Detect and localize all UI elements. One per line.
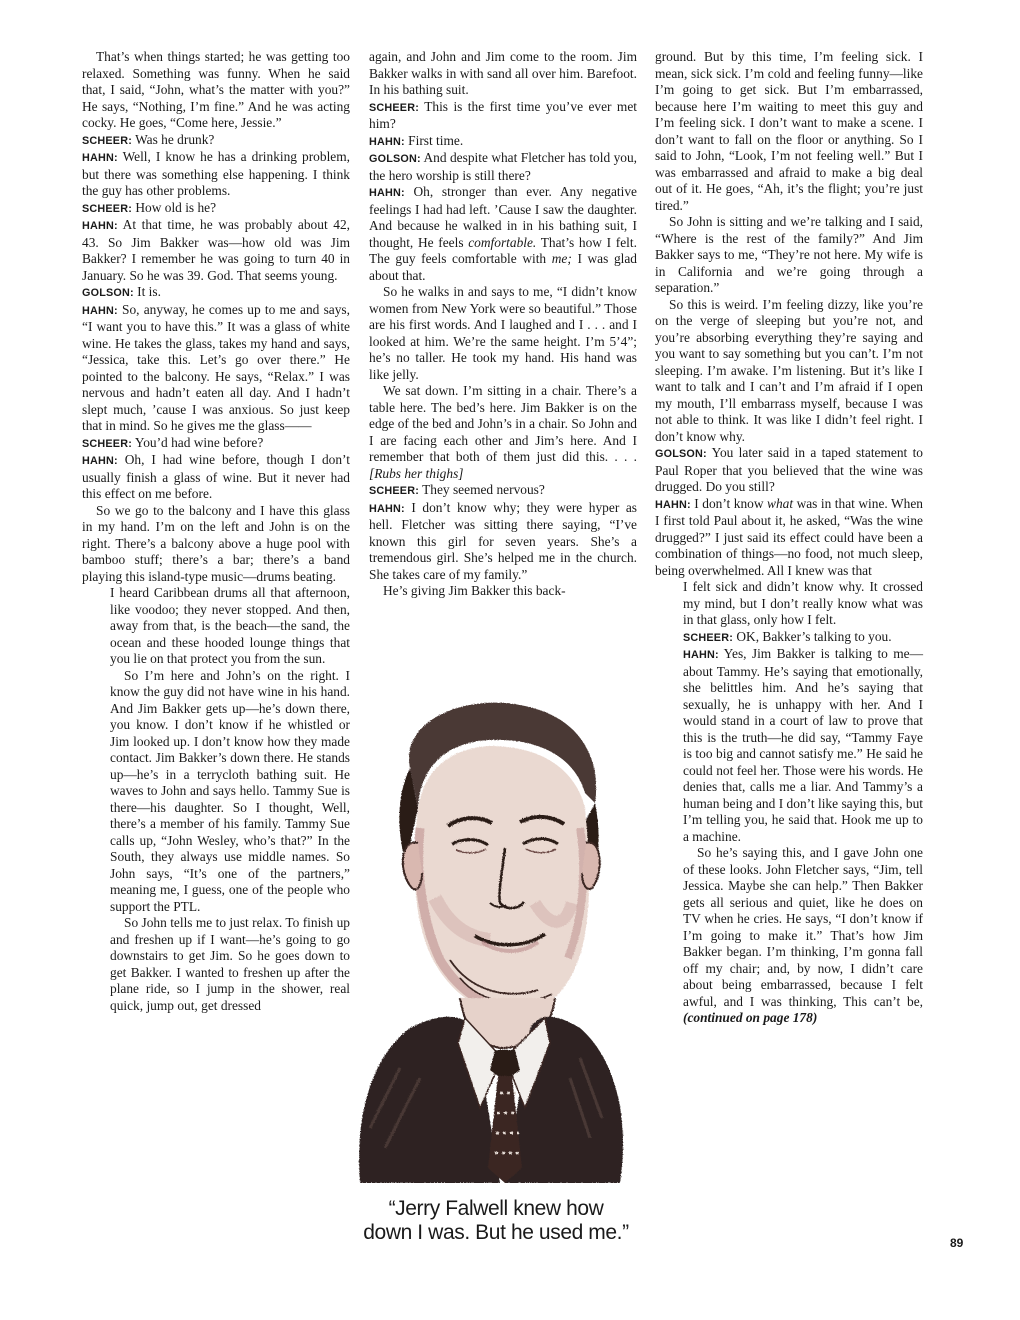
paragraph	[369, 133, 637, 151]
paragraph-text: So, anyway, he comes up to me and says, “I want you to have this.” It was a glass of white wine. He takes the glass, takes my hand and says, “Jessica, take this. Let’s go over there.” He pointed to the balcony. He says, “Relax.” I was nervous and hadn’t eaten all day. And I hadn’t slept much, ’cause I was anxious. So just keep that in mind. So he gives me the glass——	[82, 301, 350, 433]
speaker-label: SCHEER:	[82, 437, 132, 450]
paragraph	[82, 284, 350, 302]
paragraph	[655, 496, 923, 580]
paragraph-text: Well, I know he has a drinking problem, but there was something else happening. I think the guy has other problems.	[82, 149, 350, 198]
speaker-label: HAHN:	[82, 152, 118, 164]
paragraph-text: I don’t know	[694, 495, 764, 511]
paragraph-text: So I’m here and John’s on the right. I know the guy did not have wine in his hand. And Jim Bakker gets up—he’s down there, you know. I don’t know if he whistled or Jim looked up. I don’t know how they made contact. Jim Bakker’s down there. He stands up—he’s in a terrycloth bathing suit. He waves to John and says hello. Tammy Sue is there—his daughter. So I thought, Well, there’s a member of his family. Tammy Sue calls up, “John Wesley, who’s that?” In the South, they always use middle names. So John says, “It’s one of the partners,” meaning me, I guess, one of the people who support the PTL.	[110, 667, 350, 914]
paragraph	[369, 49, 637, 99]
continuation-note: (continued on page 178)	[683, 1010, 818, 1025]
speaker-label: SCHEER:	[369, 485, 419, 497]
paragraph-text: I don’t know why; they were hyper as hell. Fletcher was sitting there saying, “I’ve known this girl for seven years. She’s a tremendous girl. She’s helped me in the church. She takes care of my family.”	[369, 499, 637, 582]
emphasis-text: what	[767, 495, 794, 511]
paragraph-text: We sat down. I’m sitting in a chair. There’s a table here. The bed’s here. Jim Bakker is on the edge of the bed and John’s in a chair. So John and I are facing each other and Jim’s here. And I remember that both of them just did this. . . .	[369, 383, 637, 464]
paragraph-text: And despite what Fletcher has told you, the hero worship is still there?	[369, 150, 638, 183]
article-column-2	[369, 49, 637, 600]
paragraph	[655, 445, 923, 496]
pull-quote-line-2: down I was. But he used me.”	[363, 1221, 629, 1244]
paragraph	[655, 297, 923, 446]
speaker-label: SCHEER:	[82, 202, 132, 215]
paragraph	[369, 500, 637, 584]
pull-quote	[340, 1197, 652, 1245]
speaker-label: HAHN:	[369, 187, 405, 199]
pull-quote-line-1: “Jerry Falwell knew how	[388, 1197, 604, 1220]
paragraph-text: You later said in a taped statement to Paul Roper that you believed that the wine was drugged. Do you still?	[655, 445, 923, 494]
paragraph	[683, 579, 923, 629]
paragraph-text: At that time, he was probably about 42, 43. So Jim Bakker was—how old was Jim Bakker? I remember he was going to turn 40 in January. So he was 39. God. That seems young.	[82, 217, 350, 283]
paragraph-text: Oh, I had wine before, though I don’t usually finish a glass of wine. But it never had this effect on me before.	[82, 452, 350, 501]
paragraph	[82, 503, 350, 586]
paragraph	[369, 184, 637, 284]
speaker-label: GOLSON:	[369, 153, 421, 165]
paragraph	[110, 585, 350, 668]
paragraph-text: So John is sitting and we’re talking and I said, “Where is the rest of the family?” And Jim Bakker says to me, “They’re not here. My wife is in California and we’re going through a separation.”	[655, 214, 923, 295]
article-column-1	[82, 49, 350, 1014]
paragraph	[369, 583, 637, 600]
portrait-illustration	[340, 698, 640, 1183]
paragraph	[82, 435, 350, 453]
paragraph	[82, 49, 350, 132]
paragraph-text: That’s how I felt. The guy feels comfortable with	[369, 234, 637, 266]
paragraph	[369, 284, 637, 383]
speaker-label: GOLSON:	[655, 448, 707, 460]
paragraph-text: First time.	[408, 132, 464, 148]
paragraph-text: ground. But by this time, I’m feeling sick. I mean, sick sick. I’m cold and feeling funny—like I’m going to get sick. But I’m embarrassed, because here I’m waiting to meet this guy and I’m feeling sick. I don’t want to make a scene. I don’t want to fall on the floor or anything. So I said to John, “Look, I’m not feeling well.” But I was embarrassed and afraid to make a big deal out of it. He goes, “Ah, it’s the flight; you’re just tired.”	[655, 49, 923, 213]
article-column-3	[655, 49, 923, 1027]
paragraph-text: So he walks in and says to me, “I didn’t know women from New York were so beautiful.” Those are his first words. And I laughed and I . . . and I looked at him. We’re the same height. I’m 5’4”; he’s no taller. He took my hand. His hand was like jelly.	[369, 284, 637, 382]
paragraph	[82, 132, 350, 150]
paragraph-text: It is.	[137, 284, 161, 299]
paragraph-text: Oh, stronger than ever. Any negative feelings I had had left. ’Cause I saw the daughter. And because he walked in in his bathing suit, I thought, He feels	[369, 184, 637, 250]
paragraph-text: This is the first time you’ve ever met him?	[369, 98, 637, 131]
paragraph	[683, 646, 923, 845]
paragraph-text: was in that wine. When I first told Paul about it, he asked, “Was the wine drugged?” I just said its effect could have been a combination of things—no food, not much sleep, being overwhelmed. All I knew was that	[655, 495, 923, 578]
speaker-label: HAHN:	[82, 455, 118, 467]
paragraph-text: How old is he?	[135, 199, 217, 215]
paragraph	[82, 149, 350, 200]
speaker-label: HAHN:	[82, 220, 118, 232]
speaker-label: HAHN:	[82, 304, 118, 317]
paragraph	[369, 150, 637, 184]
paragraph	[683, 845, 923, 1027]
paragraph-text: So John tells me to just relax. To finish up and freshen up if I want—he’s going to go downstairs to get Jim. So he goes down to get Bakker. I wanted to freshen up after the plane ride, so I jump in the shower, real quick, jump out, get dressed	[110, 915, 350, 1013]
paragraph-text: I was glad about that.	[369, 251, 638, 283]
paragraph	[683, 629, 923, 647]
paragraph-text: Was he drunk?	[135, 131, 215, 147]
paragraph-text: So we go to the balcony and I have this glass in my hand. I’m on the left and John is on the right. There’s a balcony above a huge pool with bamboo stuff; there’s a bar; there’s a band playing this island-type music—drums beating.	[82, 502, 350, 584]
paragraph-text: That’s when things started; he was getting too relaxed. Something was funny. When he said that, I said, “John, what’s the matter with you?” He says, “Nothing, I’m fine.” And he was acting cocky. He goes, “Come here, Jessie.”	[82, 49, 350, 130]
speaker-label: SCHEER:	[683, 631, 733, 644]
paragraph	[82, 217, 350, 284]
speaker-label: HAHN:	[369, 135, 405, 148]
paragraph	[110, 668, 350, 916]
paragraph	[82, 200, 350, 218]
paragraph-text: I heard Caribbean drums all that afternoon, like voodoo; they never stopped. And then, away from that, is the beach—the sand, the ocean and these hooded lounge things that you lie on that protect you from the sun.	[110, 585, 350, 666]
paragraph-text: I felt sick and didn’t know why. It crossed my mind, but I don’t really know what was in that glass, only how I felt.	[683, 579, 923, 627]
page-number: 89	[950, 1236, 964, 1250]
paragraph	[655, 214, 923, 297]
paragraph-text: So he’s saying this, and I gave John one of these looks. John Fletcher says, “Jim, tell Jessica. Maybe she can help.” Then Bakker gets all serious and quiet, like he does on TV when he cries. He says, “I don’t know if I’m going to make it.” That’s how Jim Bakker began. I’m thinking, I’m gonna fall off my chair; and, by now, I didn’t care about being embarrassed, because I felt awful, and I was thinking, This can’t be,	[683, 845, 923, 1009]
emphasis-text: me;	[551, 251, 572, 266]
emphasis-text: comfortable.	[468, 234, 537, 250]
speaker-label: HAHN:	[369, 502, 405, 515]
paragraph-text: OK, Bakker’s talking to you.	[736, 628, 892, 644]
paragraph	[110, 915, 350, 1014]
paragraph-text: He’s giving Jim Bakker this back-	[383, 583, 566, 598]
paragraph	[655, 49, 923, 214]
paragraph-text: So this is weird. I’m feeling dizzy, like you’re on the verge of sleeping but you’re not, and you’re absorbing everything they’re saying and you want to say something but you can’t. I’m not sleeping. I’m awake. I’m listening. But it’s like I want to talk and I can’t and I’m afraid if I open my mouth, I’ll embarrass myself, because I was not able to think. It was like I didn’t feel right. I don’t know why.	[655, 296, 923, 444]
paragraph	[369, 482, 637, 500]
paragraph-text: You’d had wine before?	[134, 434, 264, 450]
speaker-label: SCHEER:	[369, 101, 419, 114]
paragraph	[82, 452, 350, 503]
speaker-label: SCHEER:	[82, 134, 132, 147]
paragraph	[82, 302, 350, 435]
speaker-label: HAHN:	[655, 498, 691, 511]
paragraph-text: again, and John and Jim come to the room. Jim Bakker walks in with sand all over him. Barefoot. In his bathing suit.	[369, 49, 637, 97]
paragraph	[369, 383, 637, 482]
paragraph	[369, 99, 637, 133]
paragraph-text: Yes, Jim Bakker is talking to me—about Tammy. He’s saying that emotionally, she belittles him. And he’s saying that sexually, he is unhappy with her. And I would stand in a court of law to prove that this is the truth—he did say, “Tammy Faye is too big and cannot satisfy me.” He said he could not feel her. Those were his words. He denies that, calls me a liar. And Tammy’s a human being and I don’t like saying this, but I’m telling you, he said that. Hook me up to a machine.	[683, 646, 923, 844]
paragraph-text: They seemed nervous?	[422, 482, 545, 497]
speaker-label: HAHN:	[683, 649, 719, 661]
emphasis-text: [Rubs her thighs]	[369, 465, 464, 481]
speaker-label: GOLSON:	[82, 287, 134, 299]
